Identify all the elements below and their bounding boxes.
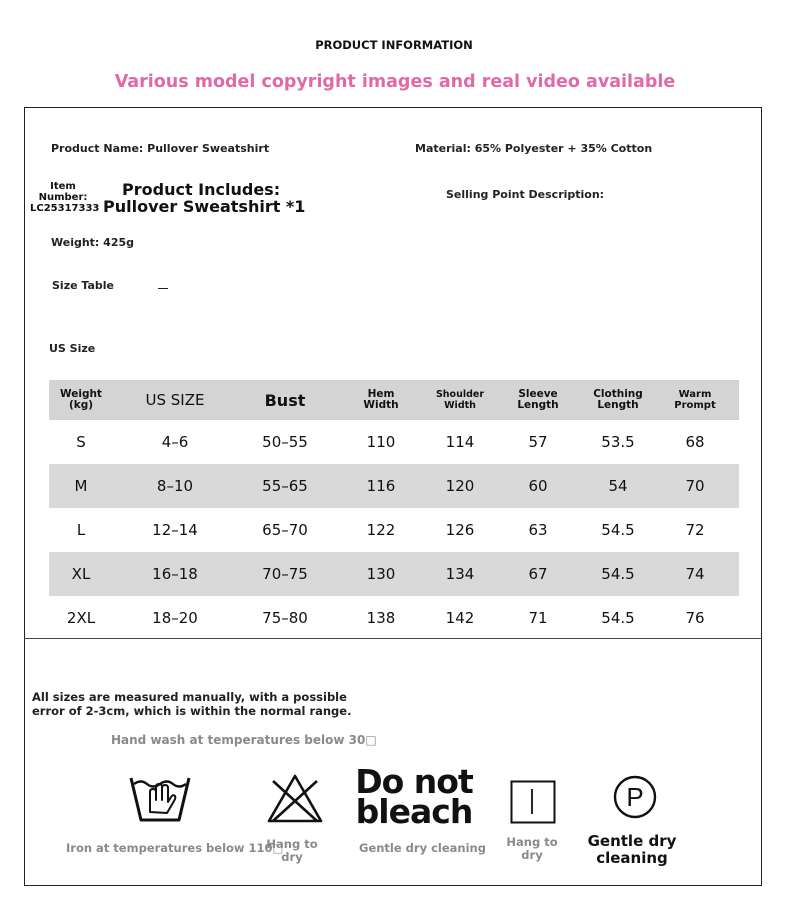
table-cell: 2XL	[66, 609, 96, 627]
table-cell: 16–18	[113, 552, 237, 596]
header-hem-width: Hem Width	[333, 380, 429, 420]
material: Material: 65% Polyester + 35% Cotton	[415, 142, 653, 155]
table-row	[49, 464, 739, 508]
table-cell: 142	[445, 609, 475, 627]
table-cell: 76	[685, 609, 705, 627]
table-cell: 18–20	[152, 609, 198, 627]
table-row	[49, 420, 739, 464]
table-cell: 114	[445, 433, 475, 451]
hand-wash-note: Hand wash at temperatures below 30□	[111, 733, 377, 747]
table-row	[49, 508, 739, 552]
header-clothing-length: Clothing Length	[585, 380, 651, 420]
table-cell: 72	[685, 521, 705, 539]
table-cell: M	[49, 464, 113, 508]
table-cell: 12–14	[152, 521, 198, 539]
iron-caption: Iron at temperatures below 110□	[66, 841, 284, 855]
product-name: Product Name: Pullover Sweatshirt	[51, 142, 270, 155]
no-tumble-icon	[266, 773, 324, 825]
dash	[158, 288, 168, 289]
table-row	[49, 552, 739, 596]
size-table-label: Size Table	[52, 279, 114, 292]
table-cell: 75–80	[262, 609, 308, 627]
table-cell: 134	[429, 552, 491, 596]
table-cell: 116	[333, 464, 429, 508]
table-cell: 54.5	[585, 552, 651, 596]
item-number-label: Item Number: LC25317333	[30, 181, 100, 214]
gentle-dry-caption-gray: Gentle dry cleaning	[359, 841, 486, 855]
product-includes-label: Product Includes:	[122, 180, 281, 199]
table-cell: 53.5	[601, 433, 635, 451]
table-cell: 70–75	[237, 552, 333, 596]
subtitle: Various model copyright images and real video available	[114, 72, 676, 92]
table-cell: 130	[333, 552, 429, 596]
hand-wash-icon	[128, 772, 192, 826]
table-cell: 71	[528, 609, 548, 627]
table-cell: S	[76, 433, 86, 451]
table-cell: 4–6	[161, 433, 189, 451]
table-cell: L	[76, 521, 86, 539]
dry-clean-p-icon	[612, 774, 658, 820]
table-cell: 60	[491, 464, 585, 508]
header-bust: Bust	[237, 380, 333, 420]
table-cell: 68	[685, 433, 705, 451]
table-cell: 54.5	[601, 521, 635, 539]
header-us-size: US SIZE	[113, 380, 237, 420]
table-cell: 57	[528, 433, 548, 451]
table-cell: XL	[49, 552, 113, 596]
table-cell: 50–55	[262, 433, 308, 451]
table-cell: 120	[429, 464, 491, 508]
header-weight: Weight (kg)	[49, 380, 113, 420]
weight: Weight: 425g	[51, 236, 134, 249]
gentle-dry-caption-dark: Gentle dry cleaning	[587, 832, 677, 867]
p-letter: P	[626, 782, 644, 812]
table-row	[49, 596, 739, 640]
header-shoulder-width: Shoulder Width	[429, 380, 491, 420]
table-cell: 138	[366, 609, 396, 627]
table-cell: 55–65	[237, 464, 333, 508]
table-cell: 65–70	[262, 521, 308, 539]
dry-flat-icon	[510, 780, 556, 824]
table-cell: 8–10	[113, 464, 237, 508]
size-table	[49, 380, 739, 640]
table-cell: 54.5	[601, 609, 635, 627]
table-cell: 122	[366, 521, 396, 539]
selling-point: Selling Point Description:	[446, 188, 605, 201]
header-sleeve-length: Sleeve Length	[491, 380, 585, 420]
measure-note: All sizes are measured manually, with a possible error of 2-3cm, which is within the normal range.	[32, 690, 352, 718]
table-cell: 70	[651, 464, 739, 508]
hang-dry-caption-1: Hang to dry	[266, 837, 318, 864]
page-title: PRODUCT INFORMATION	[315, 38, 473, 52]
table-cell: 126	[445, 521, 475, 539]
no-bleach-text: Do not bleach	[355, 762, 473, 831]
table-cell: 74	[651, 552, 739, 596]
table-cell: 63	[528, 521, 548, 539]
table-header-row	[49, 380, 739, 420]
table-cell: 110	[366, 433, 396, 451]
table-cell: 54	[585, 464, 651, 508]
product-includes-value: Pullover Sweatshirt *1	[103, 197, 306, 216]
table-cell: 67	[491, 552, 585, 596]
header-warm-prompt: Warm Prompt	[651, 380, 739, 420]
us-size-label: US Size	[49, 342, 96, 355]
hang-dry-caption-2: Hang to dry	[506, 835, 558, 862]
